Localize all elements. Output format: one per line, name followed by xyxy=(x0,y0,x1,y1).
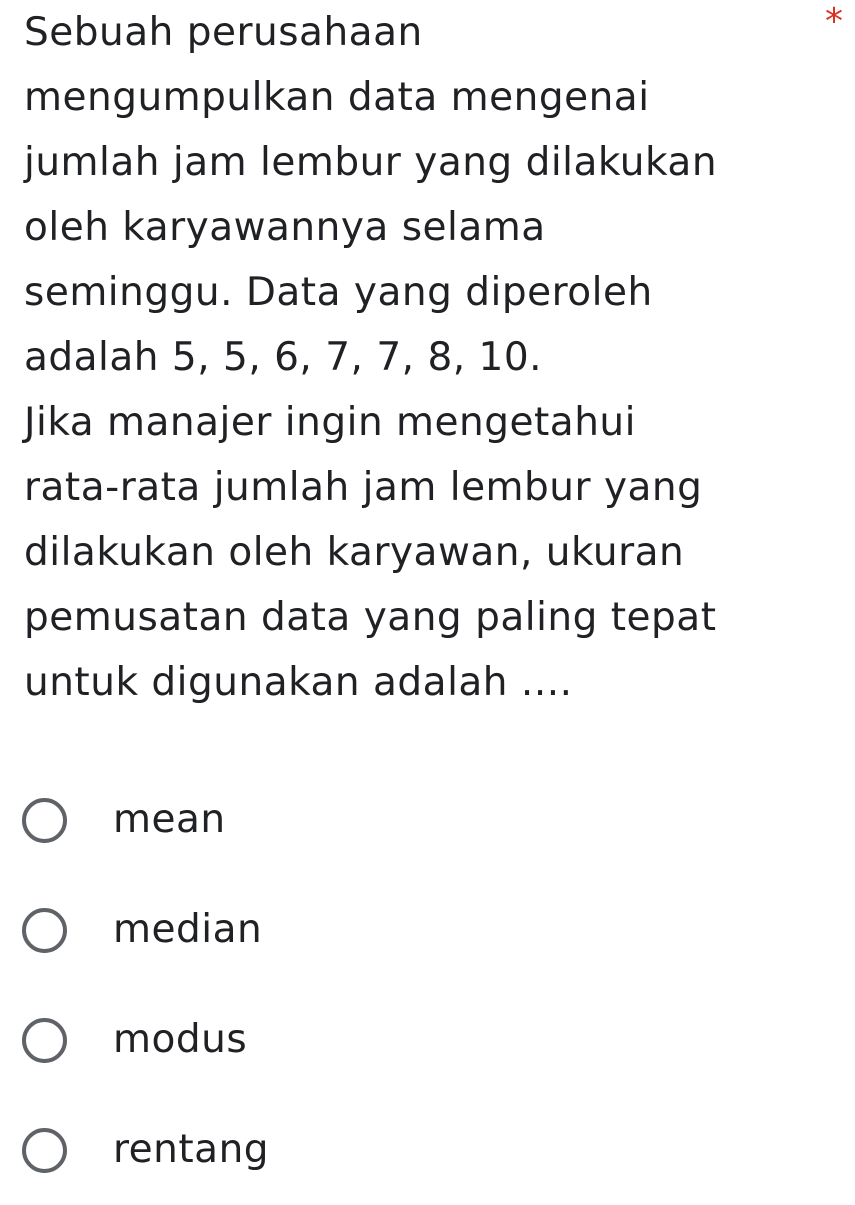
option-label: median xyxy=(113,907,263,952)
question-line: oleh karyawannya selama xyxy=(24,205,546,250)
question-line: seminggu. Data yang diperoleh xyxy=(24,270,653,315)
question-line: untuk digunakan adalah .... xyxy=(24,660,573,705)
radio-button-icon[interactable] xyxy=(22,1128,67,1173)
question-line: adalah 5, 5, 6, 7, 7, 8, 10. xyxy=(24,335,543,380)
question-line: Sebuah perusahaan xyxy=(24,10,423,55)
option-label: modus xyxy=(113,1017,248,1062)
answer-options xyxy=(22,765,822,1205)
option-mean[interactable] xyxy=(22,765,822,875)
option-rentang[interactable] xyxy=(22,1095,822,1205)
radio-button-icon[interactable] xyxy=(22,908,67,953)
question-line: jumlah jam lembur yang dilakukan xyxy=(24,140,718,185)
question-line: rata-rata jumlah jam lembur yang xyxy=(24,465,703,510)
option-label: rentang xyxy=(113,1127,270,1172)
question-line: dilakukan oleh karyawan, ukuran xyxy=(24,530,685,575)
radio-button-icon[interactable] xyxy=(22,798,67,843)
question-line: mengumpulkan data mengenai xyxy=(24,75,650,120)
question-line: Jika manajer ingin mengetahui xyxy=(24,400,636,445)
radio-button-icon[interactable] xyxy=(22,1018,67,1063)
option-modus[interactable] xyxy=(22,985,822,1095)
option-median[interactable] xyxy=(22,875,822,985)
question-line: pemusatan data yang paling tepat xyxy=(24,595,717,640)
required-asterisk: * xyxy=(825,1,843,42)
option-label: mean xyxy=(113,797,226,842)
question-text xyxy=(24,0,814,715)
